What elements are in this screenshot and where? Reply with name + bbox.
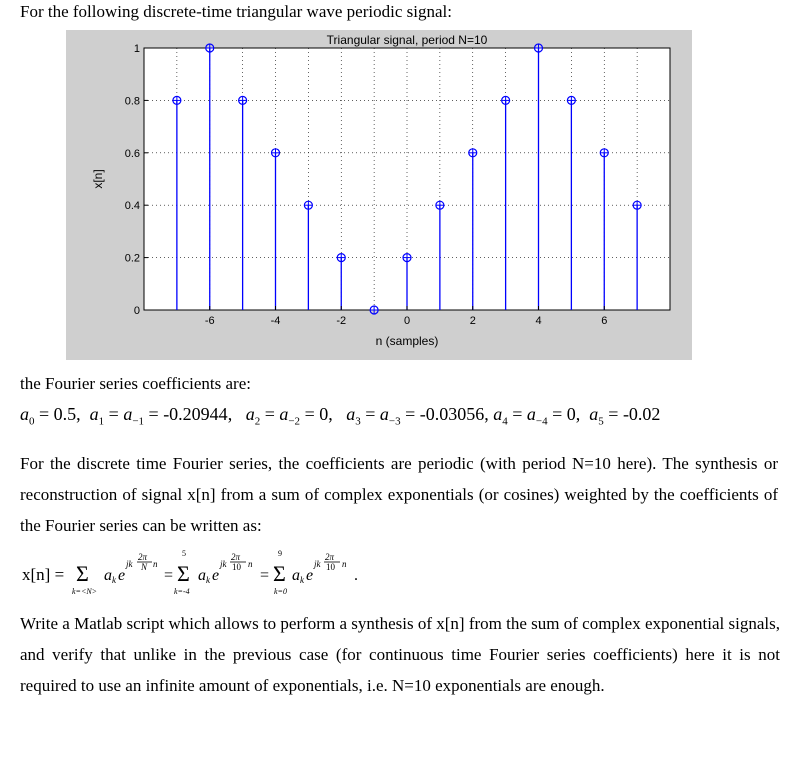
exp-den-1: N [141, 562, 148, 572]
exp-base-1: e [118, 567, 126, 584]
sum-symbol-3: Σ [273, 561, 286, 586]
exp-num-2: 2π [231, 552, 241, 562]
sum-symbol-1: Σ [76, 561, 89, 586]
formula-lhs: x[n] = [22, 565, 65, 584]
exp-base-2: e [212, 567, 220, 584]
coef-k-1: k [112, 575, 116, 585]
stem-plot [66, 30, 692, 360]
y-tick-label: 1 [133, 43, 140, 55]
periodic-coefficients-paragraph: For the discrete time Fourier series, the coefficients are periodic (with period N=10 here). The synthesis or reconstruction of signal x[n] from a sum of complex exponentials (or cosines) weighted by the coefficients of the Fourier series can be written as: [20, 454, 778, 535]
sum3-lower: k=0 [274, 587, 287, 596]
coef-a-3: a [292, 567, 300, 584]
sum2-upper: 5 [182, 549, 186, 558]
task-paragraph: Write a Matlab script which allows to perform a synthesis of x[n] from the sum of complex exponential signals, and verify that unlike in the previous case (for continuous time Fourier series coefficients) here it is not required to use an infinite amount of exponentials, i.e. N=10 exponentials are enough. [20, 614, 780, 695]
stem-plot-figure [66, 30, 692, 360]
y-tick-label: 0 [133, 305, 140, 317]
formula-period: . [354, 567, 358, 584]
y-tick-label: 0.4 [124, 200, 140, 213]
y-tick-label: 0.6 [124, 147, 140, 160]
x-tick-label: 4 [535, 315, 542, 327]
x-tick-label: -6 [204, 315, 215, 327]
synthesis-formula [22, 548, 442, 598]
sum3-upper: 9 [278, 549, 282, 558]
equals-1: = [164, 567, 174, 584]
coef-a0: 0.5 [53, 404, 77, 424]
exp-num-3: 2π [325, 552, 335, 562]
coef-k-2: k [206, 575, 210, 585]
exp-suffix-1: n [153, 559, 158, 569]
sum1-lower: k=<N> [72, 587, 98, 596]
x-axis-label: n (samples) [375, 334, 439, 348]
coef-a3: -0.03056 [419, 404, 485, 424]
sum-symbol-2: Σ [177, 561, 190, 586]
exp-base-3: e [306, 567, 314, 584]
coef-a1: -0.20944 [163, 404, 228, 424]
exp-num-1: 2π [138, 552, 148, 562]
exp-prefix-2: jk [220, 559, 227, 569]
sum2-lower: k=-4 [174, 587, 190, 596]
coefficients-intro: the Fourier series coefficients are: [20, 374, 251, 393]
x-tick-label: 2 [469, 315, 476, 327]
exp-prefix-3: jk [314, 559, 321, 569]
exp-suffix-2: n [248, 559, 253, 569]
exp-suffix-3: n [342, 559, 347, 569]
equals-2: = [260, 567, 270, 584]
x-tick-label: 6 [601, 315, 608, 327]
coef-k-3: k [300, 575, 304, 585]
coef-a5: -0.02 [622, 404, 661, 424]
exp-den-3: 10 [326, 562, 335, 572]
exp-den-2: 10 [232, 562, 241, 572]
x-tick-label: 0 [403, 315, 411, 327]
coef-a-2: a [198, 567, 206, 584]
coef-a-1: a [104, 567, 112, 584]
coef-a4: 0 [566, 404, 576, 424]
coef-a2: 0 [319, 404, 329, 424]
exp-prefix-1: jk [126, 559, 133, 569]
y-tick-label: 0.8 [124, 95, 140, 108]
x-tick-label: -2 [336, 315, 347, 327]
chart-title: Triangular signal, period N=10 [326, 33, 488, 47]
y-axis-label: x[n] [91, 169, 105, 189]
coefficients-line: $a_0 = 0.5$, $a_1 = a_{-1} = -0.20944$, $a_2 = a_{-2} = 0$, $a_3 = a_{-3} = -0.03056$, $a_4 = a_{-4} = 0$, $a_5 = -0.02$ [20, 404, 661, 428]
x-tick-label: -4 [270, 315, 281, 327]
y-tick-label: 0.2 [124, 252, 140, 265]
intro-text: For the following discrete-time triangular wave periodic signal: [20, 2, 452, 21]
